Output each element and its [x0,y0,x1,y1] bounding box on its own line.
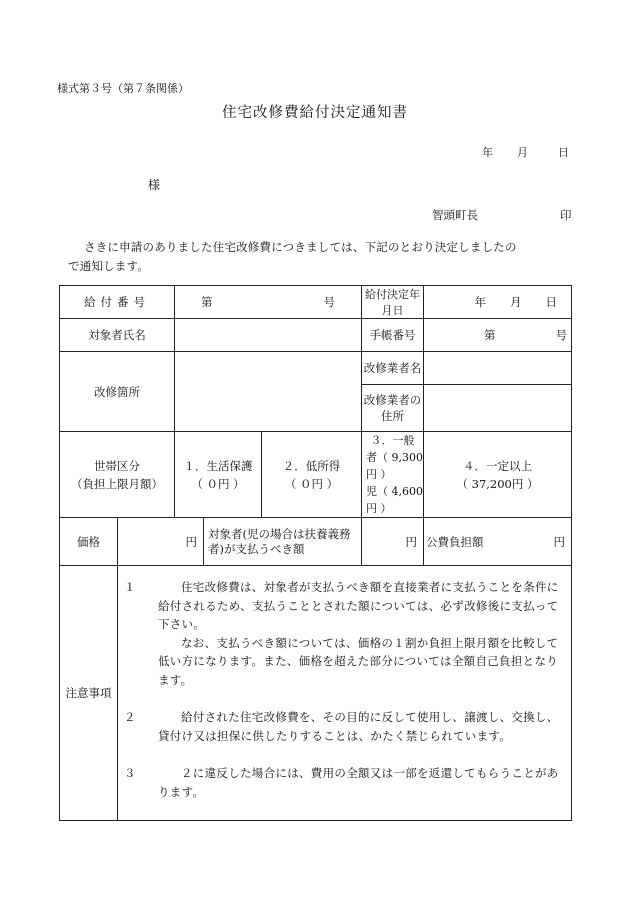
seal-mark: 印 [560,208,572,222]
year-label: 年 [482,146,493,159]
repair-location-cell[interactable] [175,352,362,432]
day-label: 日 [558,146,569,159]
category-option-1[interactable] [175,432,262,518]
category-4-limit: （ 37,200円 ） [456,476,539,491]
category-option-4[interactable] [424,432,572,518]
category-1-limit: （ ０円 ） [191,476,245,491]
decision-date-label: 給付決定年月日 [362,286,424,319]
note-3-number: ３ [124,766,136,780]
decision-year: 年 [474,295,487,309]
repair-location-label: 改修箇所 [60,352,175,432]
category-4-name: ４．一定以上 [463,458,533,473]
note-1-paragraph-1: 住宅改修費は、対象者が支払うべき額を直接業者に支払うことを条件に給付されるため、支払うこととされた額については、必ず改修後に支払って下さい。 [158,580,559,631]
public-burden-yen: 円 [553,534,566,549]
issue-date [482,144,569,160]
recipient-name-label: 対象者氏名 [60,319,175,352]
note-1-number: １ [124,580,136,594]
payable-amount-cell[interactable] [362,518,424,566]
public-burden-cell[interactable] [424,518,572,566]
note-3 [118,764,561,801]
notes-cell [118,566,572,821]
handbook-number-prefix: 第 [484,328,496,342]
contractor-address-label: 改修業者の住所 [362,385,424,432]
recipient-name-cell[interactable] [175,319,362,352]
handbook-number-cell[interactable] [424,319,572,352]
payable-yen: 円 [405,534,418,549]
notes-label: 注意事項 [60,566,118,821]
category-2-name: ２．低所得 [282,458,341,473]
category-1-name: １．生活保護 [183,458,253,473]
addressee-suffix: 様 [148,178,161,192]
price-yen: 円 [185,534,197,549]
form-number: 様式第３号（第７条関係） [57,82,189,95]
category-3-name: ３．一般 [370,434,415,447]
body-text-line-2: で通知します。 [68,259,149,273]
price-label: 価格 [60,518,118,566]
month-label: 月 [517,146,528,159]
contractor-name-label: 改修業者名 [362,352,424,385]
public-burden-label: 公費負担額 [426,534,484,549]
document-title: 住宅改修費給付決定通知書 [222,105,408,121]
category-3-adult-limit: 者（ 9,300円 ） [366,451,424,481]
note-1-paragraph-2: なお、支払うべき額については、価格の１割か負担上限月額を比較して低い方になります。また、価格を超えた部分については全額自己負担となります。 [158,635,559,687]
household-category-label [60,432,175,518]
decision-day: 日 [545,295,558,309]
category-option-2[interactable] [262,432,362,518]
note-2-number: ２ [124,710,136,724]
price-cell[interactable] [118,518,204,566]
decision-date-cell[interactable] [424,286,572,319]
category-2-limit: （ ０円 ） [284,476,339,491]
note-2-paragraph: 給付された住宅改修費を、その目的に反して使用し、譲渡し、交換し、貸付け又は担保に供したりすることは、かたく禁じられています。 [158,710,559,743]
payment-number-suffix: 号 [323,295,336,309]
sender-title: 智頭町長 [432,208,478,222]
contractor-name-cell[interactable] [424,352,572,385]
payment-number-cell[interactable] [175,286,362,319]
body-text-line-1: さきに申請のありました住宅改修費につきましては、下記のとおり決定しましたの [84,240,517,254]
note-2 [118,708,561,745]
note-1 [118,578,561,689]
payment-number-label: 給付番号 [60,286,175,319]
household-label-line-2: （負担上限月額） [71,476,163,491]
handbook-number-suffix: 号 [555,328,568,342]
note-3-paragraph: ２に違反した場合には、費用の全額又は一部を返還してもらうことがあります。 [158,766,559,799]
payment-number-prefix: 第 [201,295,213,309]
payable-amount-label: 対象者(児の場合は扶養義務者)が支払うべき額 [204,518,362,566]
handbook-number-label: 手帳番号 [362,319,424,352]
category-option-3[interactable] [362,432,424,518]
household-label-line-1: 世帯区分 [94,458,140,473]
decision-table [59,285,572,821]
decision-month: 月 [510,295,522,309]
contractor-address-cell[interactable] [424,385,572,432]
category-3-child-limit: 児（ 4,600円 ） [366,485,424,515]
